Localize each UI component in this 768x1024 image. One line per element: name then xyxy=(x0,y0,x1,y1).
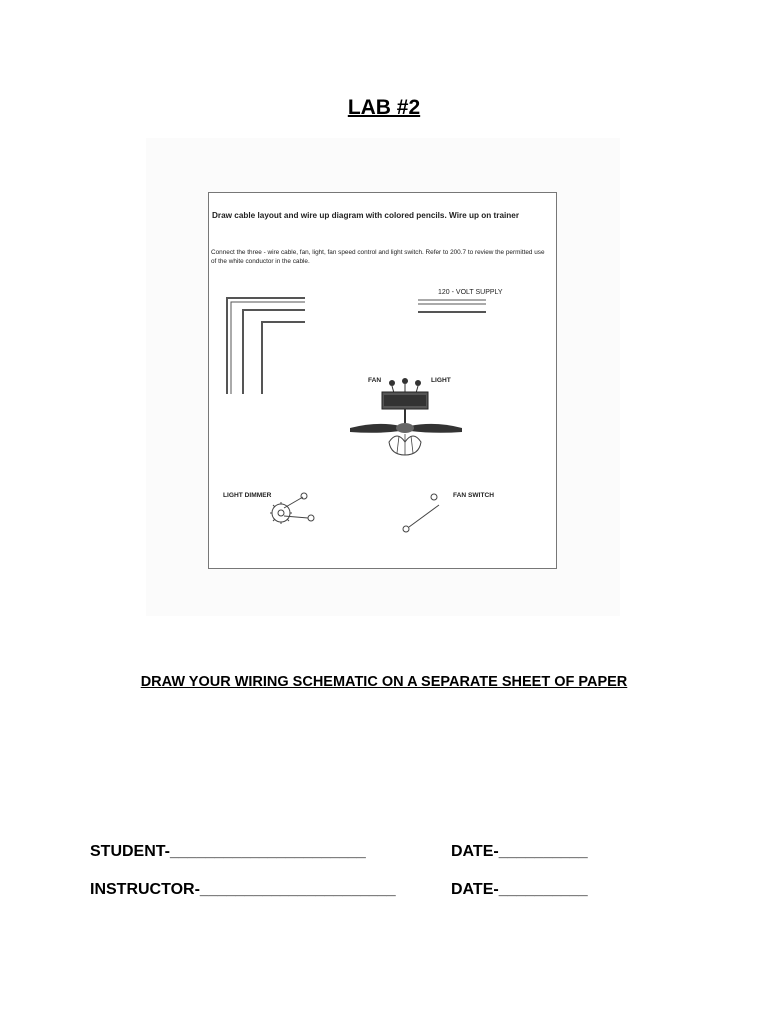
fan-switch-icon xyxy=(403,494,439,532)
fan-label: FAN xyxy=(368,377,382,384)
instructor-signature-line: INSTRUCTOR-______________________ xyxy=(90,881,396,898)
figure-heading: Draw cable layout and wire up diagram with colored pencils. Wire up on trainer xyxy=(212,211,520,220)
supply-wires-icon xyxy=(418,300,486,312)
dimmer-label: LIGHT DIMMER xyxy=(223,492,272,499)
light-dimmer-icon xyxy=(270,493,314,524)
figure-instructions: Connect the three - wire cable, fan, light, fan speed control and light switch. Refer to 200.7 to review the permitted use of the white conductor in the cable. xyxy=(211,249,545,265)
student-date-line: DATE-__________ xyxy=(451,843,588,860)
instruction-text: DRAW YOUR WIRING SCHEMATIC ON A SEPARATE SHEET OF PAPER xyxy=(140,674,628,690)
supply-label: 120 - VOLT SUPPLY xyxy=(438,289,503,296)
light-label: LIGHT xyxy=(431,377,451,384)
student-signature-line: STUDENT-______________________ xyxy=(90,843,366,860)
page-title: LAB #2 xyxy=(347,96,421,119)
fan-switch-label: FAN SWITCH xyxy=(453,492,495,499)
instructor-date-line: DATE-__________ xyxy=(451,881,588,898)
ceiling-fan-icon xyxy=(350,378,462,455)
three-wire-cable-icon xyxy=(227,298,305,394)
